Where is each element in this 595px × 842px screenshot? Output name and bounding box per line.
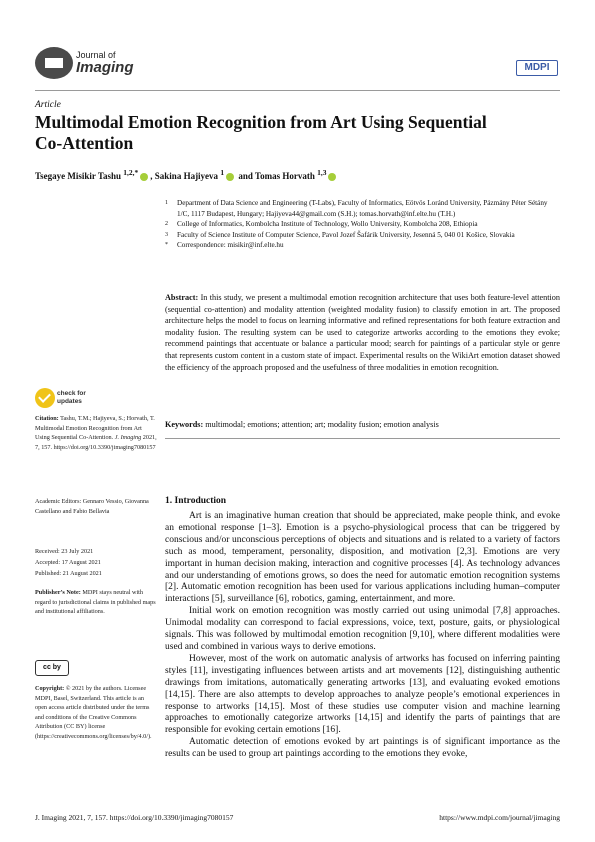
author-list: Tsegaye Misikir Tashu $^{1,2,*}$ , Sakina Hajiyeva $^1$ and Tomas Horvath $^{1,3}$ — [35, 168, 338, 181]
cc-license-icon[interactable]: cc by — [35, 660, 69, 676]
affiliation-item: 2 College of Informatics, Kombolcha Institute of Technology, Wollo University, Kombolcha 208, Ethiopia — [165, 220, 478, 228]
header-rule — [35, 90, 560, 91]
abstract: Abstract: In this study, we present a multimodal emotion recognition architecture that uses both feature-level attention (sequential co-attention) and modality attention (weighted modality fusion) to classify emotion in art. The proposed architecture helps the model to focus on learning informative and refined representations for both feature extraction and modality fusion. The resulting system can be used to categorize artworks according to the emotions they evoke; recommend paintings that accentuate or balance a particular mood; search for paintings of a particular style or genre that represents custom content in a custom state of impact. Experimental results on the WikiArt emotion dataset showed the efficiency of the approach proposed and the usefulness of three modalities in emotion recognition. — [165, 293, 560, 372]
published-date: Published: 21 August 2021 — [35, 570, 102, 577]
academic-editors: Academic Editors: Gennaro Vessio, Giovanna Castellano and Fabio Bellavia — [35, 498, 149, 515]
check-for-updates-icon[interactable] — [35, 388, 55, 408]
author-2: , Sakina Hajiyeva — [150, 171, 221, 181]
article-title: Multimodal Emotion Recognition from Art Using Sequential Co-Attention — [35, 112, 487, 153]
page-footer — [35, 813, 560, 822]
article-type: Article — [35, 100, 61, 110]
correspondence: * Correspondence: misikir@inf.elte.hu — [165, 241, 284, 249]
orcid-icon[interactable] — [328, 173, 336, 181]
footer-journal-link[interactable]: https://www.mdpi.com/journal/jimaging — [439, 813, 560, 822]
affiliation-item: 1 Department of Data Science and Engineering (T-Labs), Faculty of Informatics, Eötvös Loránd University, Pázmány Péter Sétány 1/C, 1117 Budapest, Hungary; Hajiyeva44@gmail.com (S.H.); tomas.horvath@inf.elte.hu (T.H.) — [165, 199, 548, 218]
paragraph: Automatic detection of emotions evoked by art paintings is of significant importance as the results can be used to group art paintings according to the emotions they evoke, — [165, 737, 560, 760]
author-3: and Tomas Horvath — [236, 171, 318, 181]
section-heading: 1. Introduction — [165, 496, 227, 506]
orcid-icon[interactable] — [226, 173, 234, 181]
affiliations — [165, 198, 560, 251]
author-1: Tsegaye Misikir Tashu — [35, 171, 124, 181]
paragraph: However, most of the work on automatic analysis of artworks has focused on inferring painting styles [11], investigating influences between artists and art movements [12], distinguishing authentic drawings from imitations, automatically generating artworks [13], and evaluating evoked emotions [14,15]. There are also attempts to develop approaches to analyze people’s emotional experiences in response to artworks [14,15]. Most of these studies use computer vision and machine learning approaches to emotionally categorize artworks [14,15] and identify the parts of paintings that are responsible for evoking certain emotions [16]. — [165, 653, 560, 736]
orcid-icon[interactable] — [140, 173, 148, 181]
paragraph: Art is an imaginative human creation that should be appreciated, make people think, and evoke an emotional response [1–3]. Emotion is a psycho-physiological process that can be triggered by conscious and/or unconscious perceptions of objects and situations and is related to a variety of factors such as mood, temperament, personality, disposition, and motivation [2,3]. Emotions are very important in human decision making, interaction and cognitive processes [4]. As technology advances and our understanding of emotions grows, so does the need for automatic emotion recognition systems [2]. Automatic emotion recognition has been used for various applications including human–computer interactions [5], surveillance [6], robotics, gaming, entertainment, and more. — [165, 511, 560, 605]
affiliation-item: 3 Faculty of Science Institute of Computer Science, Pavol Jozef Šafárik University, Jesenná 5, 040 01 Košice, Slovakia — [165, 230, 515, 239]
journal-logo — [35, 47, 73, 79]
body-text — [165, 511, 560, 761]
copyright: Copyright: © 2021 by the authors. Licensee MDPI, Basel, Switzerland. This article is an open access article distributed under the terms and conditions of the Creative Commons Attribution (CC BY) license (https://creativecommons.org/licenses/by/4.0/). — [35, 685, 152, 740]
publisher-note: Publisher’s Note: MDPI stays neutral with regard to jurisdictional claims in published maps and institutional affiliations. — [35, 589, 156, 616]
accepted-date: Accepted: 17 August 2021 — [35, 559, 101, 566]
mdpi-logo[interactable]: MDPI — [516, 60, 558, 76]
journal-of-label: Journal of — [76, 50, 116, 60]
citation: Citation: Tashu, T.M.; Hajiyeva, S.; Horvath, T. Multimodal Emotion Recognition from Art Using Sequential Co-Attention. J. Imaging 2021, 7, 157. https://doi.org/10.3390/jimaging7080157 — [35, 415, 157, 451]
check-for-updates-label[interactable]: check for updates — [57, 390, 86, 405]
footer-citation: J. Imaging 2021, 7, 157. https://doi.org/10.3390/jimaging7080157 — [35, 813, 234, 822]
keywords: Keywords: multimodal; emotions; attention; art; modality fusion; emotion analysis — [165, 420, 439, 429]
keywords-rule — [165, 438, 560, 439]
journal-name: Imaging — [76, 59, 134, 76]
received-date: Received: 23 July 2021 — [35, 548, 94, 555]
paragraph: Initial work on emotion recognition was mostly carried out using unimodal [7,8] approaches. Unimodal modality can correspond to facial expressions, voice, text, posture, gaits, or physiological signals. This was followed by multimodal emotion recognition [9,10], where different modalities were used and combined in various ways to derive emotions. — [165, 606, 560, 652]
